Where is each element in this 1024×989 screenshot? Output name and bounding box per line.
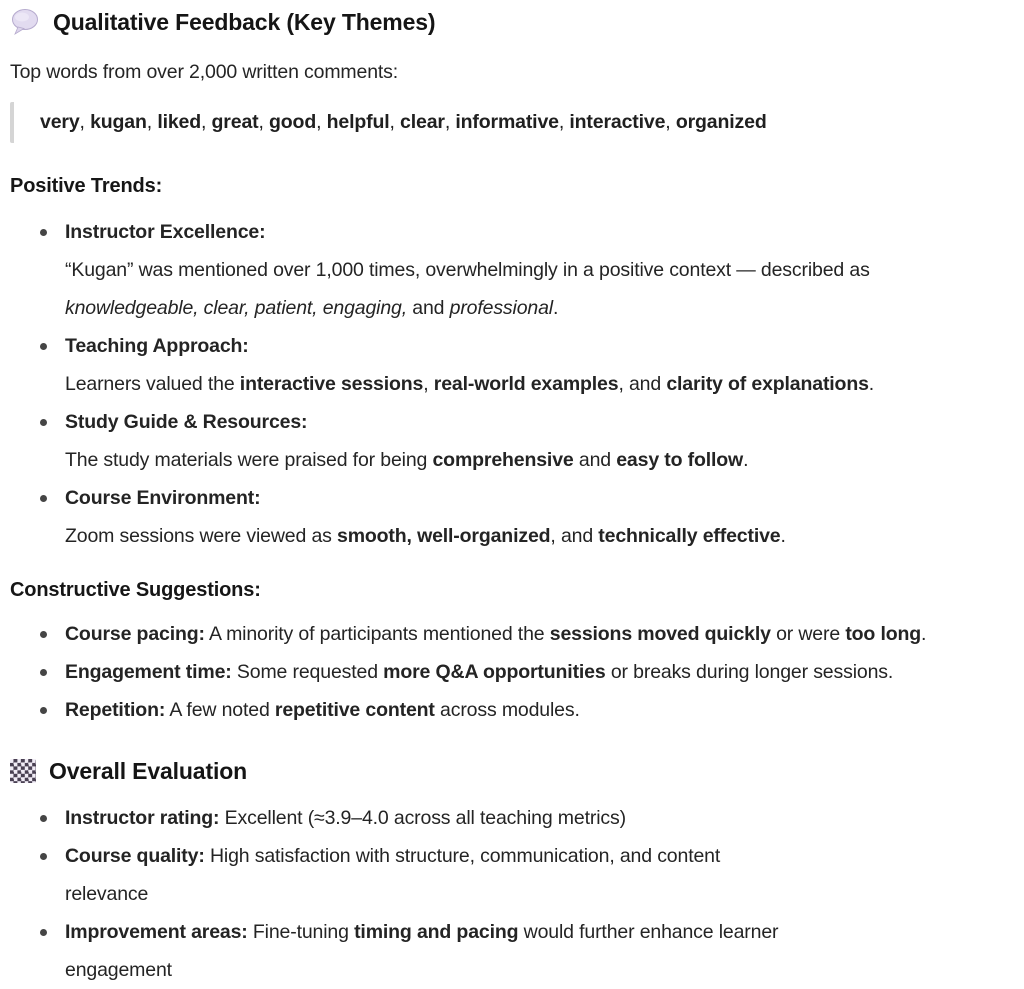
list-item-study-guide-resources — [65, 403, 1020, 479]
list-item-text: Course pacing: A minority of participants mentioned the sessions moved quickly or were too long. — [65, 623, 927, 645]
list-item-course-quality — [65, 837, 1020, 913]
list-item-description: “Kugan” was mentioned over 1,000 times, overwhelmingly in a positive context — described as knowledgeable, clear, patient, engaging, and professional. — [65, 259, 870, 319]
list-item-repetition — [65, 691, 1020, 729]
list-item-description: The study materials were praised for being comprehensive and easy to follow. — [65, 449, 749, 471]
list-item-instructor-rating — [65, 799, 1020, 837]
list-item-text: Improvement areas: Fine-tuning timing and pacing would further enhance learner engagement — [65, 921, 779, 981]
list-item-title: Study Guide & Resources: — [65, 411, 308, 433]
list-item-title: Course Environment: — [65, 487, 261, 509]
intro-paragraph: Top words from over 2,000 written comments: — [10, 61, 399, 83]
top-words-blockquote — [10, 102, 1020, 143]
list-item-text: Course quality: High satisfaction with structure, communication, and content relevance — [65, 845, 721, 905]
list-item-engagement-time — [65, 653, 1020, 691]
constructive-suggestions-heading: Constructive Suggestions: — [10, 579, 261, 601]
overall-evaluation-heading-text: Overall Evaluation — [49, 758, 247, 784]
list-item-text: Engagement time: Some requested more Q&A opportunities or breaks during longer sessions. — [65, 661, 894, 683]
list-item-title: Instructor Excellence: — [65, 221, 266, 243]
top-words-text: very, kugan, liked, great, good, helpful, clear, informative, interactive, organized — [40, 111, 767, 133]
list-item-text: Instructor rating: Excellent (≈3.9–4.0 across all teaching metrics) — [65, 807, 626, 829]
qualitative-feedback-heading — [10, 6, 1020, 38]
overall-evaluation-list — [10, 799, 1020, 989]
list-item-title: Teaching Approach: — [65, 335, 249, 357]
constructive-suggestions-list — [10, 615, 1020, 729]
list-item-course-pacing — [65, 615, 1020, 653]
speech-balloon-icon — [10, 8, 40, 36]
checkerboard-icon — [10, 759, 36, 783]
list-item-description: Zoom sessions were viewed as smooth, well-organized, and technically effective. — [65, 525, 786, 547]
positive-trends-list — [10, 213, 1020, 555]
list-item-instructor-excellence — [65, 213, 1020, 327]
list-item-teaching-approach — [65, 327, 1020, 403]
overall-evaluation-heading — [10, 755, 1020, 787]
positive-trends-heading: Positive Trends: — [10, 175, 163, 197]
list-item-description: Learners valued the interactive sessions, real-world examples, and clarity of explanations. — [65, 373, 875, 395]
qualitative-feedback-heading-text: Qualitative Feedback (Key Themes) — [53, 9, 436, 35]
list-item-improvement-areas — [65, 913, 1020, 989]
list-item-text: Repetition: A few noted repetitive content across modules. — [65, 699, 580, 721]
list-item-course-environment — [65, 479, 1020, 555]
